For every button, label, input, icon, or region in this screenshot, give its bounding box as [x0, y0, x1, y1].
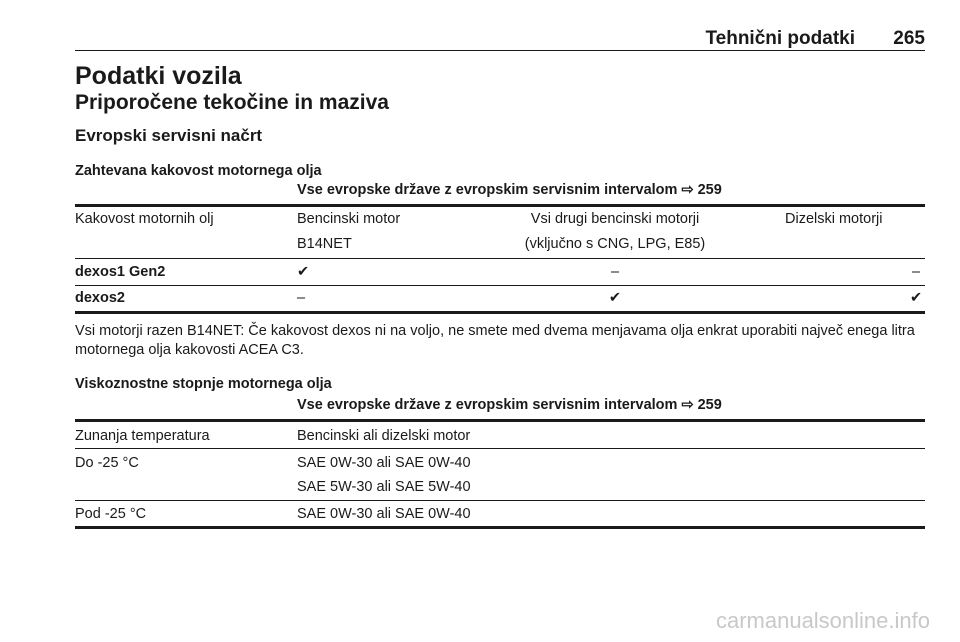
table1-header-diesel: Dizelski motorji — [785, 211, 883, 227]
table1-top-rule — [75, 204, 925, 207]
table2-heading: Viskoznostne stopnje motornega olja — [75, 376, 332, 392]
table2-header-rule — [75, 448, 925, 449]
table1-bottom-rule — [75, 311, 925, 314]
table1-header-b14net-line2: B14NET — [297, 236, 352, 252]
watermark: carmanualsonline.info — [715, 608, 930, 633]
running-header — [75, 28, 925, 50]
dash-icon: – — [912, 264, 921, 280]
header-rule — [75, 50, 925, 51]
table2-caption: Vse evropske države z evropskim servisnim intervalom ⇨ 259 — [297, 397, 722, 413]
table2-header-engine: Bencinski ali dizelski motor — [297, 428, 471, 444]
table2-row1-temperature: Do -25 °C — [75, 455, 139, 471]
table2-row-rule — [75, 500, 925, 501]
table1-row-rule — [75, 285, 925, 286]
header-title: Tehnični podatki — [705, 28, 855, 49]
table1-row1-label: dexos1 Gen2 — [75, 264, 166, 280]
note-paragraph: Vsi motorji razen B14NET: Če kakovost dexos ni na voljo, ne smete med dvema menjavama olja enkrat uporabiti največ enega litra motornega olja kakovosti ACEA C3. — [75, 323, 915, 358]
table1-header-other-petrol-line2: (vključno s CNG, LPG, E85) — [524, 236, 706, 252]
table1-header-rule — [75, 258, 925, 259]
table2-bottom-rule — [75, 526, 925, 529]
table1-caption: Vse evropske države z evropskim servisnim intervalom ⇨ 259 — [297, 182, 722, 198]
table2-row1-grade1: SAE 0W-30 ali SAE 0W-40 — [297, 455, 471, 471]
table1-heading: Zahtevana kakovost motornega olja — [75, 163, 322, 179]
table2-header-temperature: Zunanja temperatura — [75, 428, 210, 444]
subsubsection-title: Evropski servisni načrt — [75, 126, 263, 145]
dash-icon: – — [297, 290, 306, 306]
page-number: 265 — [893, 28, 925, 49]
table1-header-quality: Kakovost motornih olj — [75, 211, 214, 227]
table1-header-b14net-line1: Bencinski motor — [297, 211, 401, 227]
table2-row1-grade2: SAE 5W-30 ali SAE 5W-40 — [297, 479, 471, 495]
dash-icon: – — [610, 264, 620, 280]
checkmark-icon: ✔ — [608, 290, 622, 306]
table1-header-other-petrol-line1: Vsi drugi bencinski motorji — [530, 211, 700, 227]
table2-top-rule — [75, 419, 925, 422]
checkmark-icon: ✔ — [297, 264, 310, 280]
table2-row2-temperature: Pod -25 °C — [75, 506, 147, 522]
checkmark-icon: ✔ — [910, 290, 923, 306]
table1-row2-label: dexos2 — [75, 290, 125, 306]
table2-row2-grade: SAE 0W-30 ali SAE 0W-40 — [297, 506, 471, 522]
section-title: Podatki vozila — [75, 62, 242, 90]
subsection-title: Priporočene tekočine in maziva — [75, 91, 389, 114]
